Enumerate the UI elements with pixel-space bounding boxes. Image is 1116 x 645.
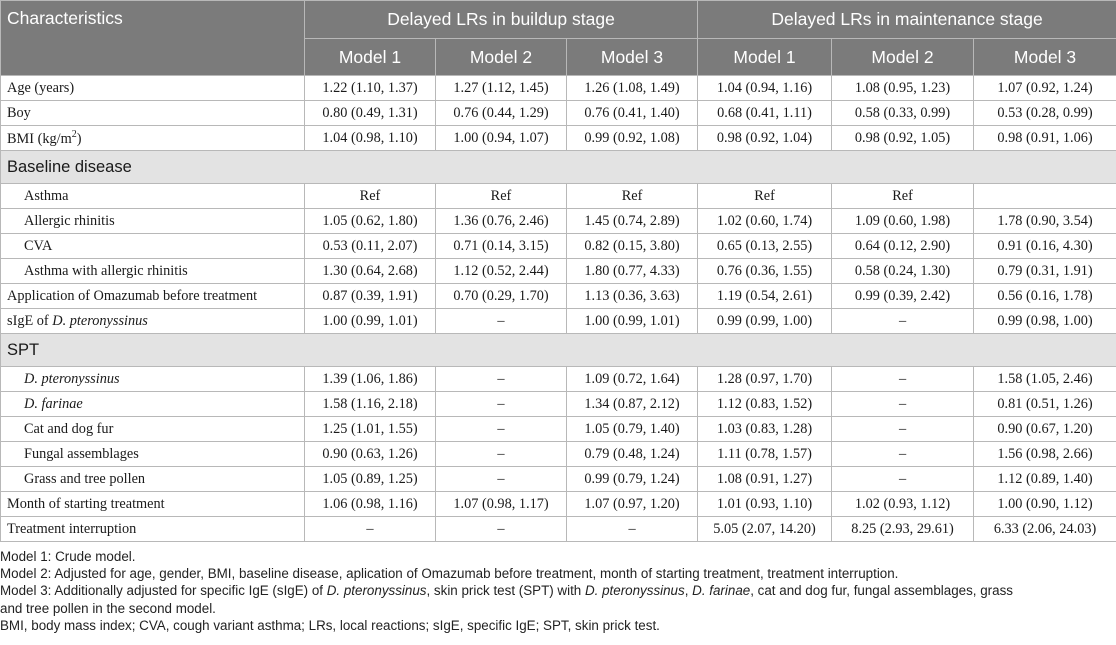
table-cell: 0.68 (0.41, 1.11) (698, 101, 832, 126)
table-cell: Ref (698, 184, 832, 209)
table-row (1, 184, 1116, 209)
header-model: Model 2 (832, 39, 974, 76)
table-cell: 1.04 (0.94, 1.16) (698, 76, 832, 101)
table-cell: 0.91 (0.16, 4.30) (974, 234, 1116, 259)
table-cell: 0.87 (0.39, 1.91) (305, 284, 436, 309)
header-model: Model 1 (305, 39, 436, 76)
row-label: Cat and dog fur (1, 417, 305, 442)
section-label: SPT (1, 334, 1116, 367)
table-cell: 8.25 (2.93, 29.61) (832, 517, 974, 542)
footnote-italic: D. pteronyssinus (326, 583, 427, 599)
table-cell: 1.26 (1.08, 1.49) (567, 76, 698, 101)
table-row (1, 76, 1116, 101)
row-label (1, 392, 305, 417)
row-label-text: sIgE of (7, 312, 53, 329)
table-cell: 1.08 (0.95, 1.23) (832, 76, 974, 101)
section-row (1, 334, 1116, 367)
table-cell: 1.03 (0.83, 1.28) (698, 417, 832, 442)
table-cell: 0.65 (0.13, 2.55) (698, 234, 832, 259)
table-cell (974, 184, 1116, 209)
table-cell: Ref (305, 184, 436, 209)
table-cell: – (436, 417, 567, 442)
table-cell: 0.90 (0.63, 1.26) (305, 442, 436, 467)
footnote-italic: D. farinae (692, 583, 751, 599)
row-label: Month of starting treatment (1, 492, 305, 517)
table-cell: – (832, 442, 974, 467)
table-cell: 1.00 (0.90, 1.12) (974, 492, 1116, 517)
table-cell: 1.09 (0.72, 1.64) (567, 367, 698, 392)
table-footnotes (0, 542, 1116, 634)
footnote-model-3-cont: and tree pollen in the second model. (0, 600, 216, 616)
row-label: Asthma (1, 184, 305, 209)
table-cell: 1.05 (0.62, 1.80) (305, 209, 436, 234)
row-label: Application of Omazumab before treatment (1, 284, 305, 309)
table-cell: 1.27 (1.12, 1.45) (436, 76, 567, 101)
footnote-text: , (684, 583, 693, 599)
table-cell: 1.45 (0.74, 2.89) (567, 209, 698, 234)
table-cell: 1.22 (1.10, 1.37) (305, 76, 436, 101)
header-model: Model 3 (974, 39, 1116, 76)
row-label: Boy (1, 101, 305, 126)
table-cell: 0.56 (0.16, 1.78) (974, 284, 1116, 309)
table-cell: 0.79 (0.31, 1.91) (974, 259, 1116, 284)
table-cell: 1.04 (0.98, 1.10) (305, 126, 436, 151)
section-label: Baseline disease (1, 151, 1116, 184)
table-cell: – (436, 467, 567, 492)
table-cell: – (305, 517, 436, 542)
table-cell: 0.76 (0.41, 1.40) (567, 101, 698, 126)
table-cell: 0.58 (0.24, 1.30) (832, 259, 974, 284)
row-label: Grass and tree pollen (1, 467, 305, 492)
table-cell: 1.58 (1.05, 2.46) (974, 367, 1116, 392)
table-cell: 1.00 (0.99, 1.01) (567, 309, 698, 334)
table-cell: 1.11 (0.78, 1.57) (698, 442, 832, 467)
table-cell: – (567, 517, 698, 542)
table-cell: 1.30 (0.64, 2.68) (305, 259, 436, 284)
row-label (1, 309, 305, 334)
table-cell: – (832, 367, 974, 392)
row-label: Age (years) (1, 76, 305, 101)
row-label-italic: D. pteronyssinus (52, 312, 148, 329)
footnote-model-3 (0, 582, 1116, 599)
table-cell: 1.07 (0.97, 1.20) (567, 492, 698, 517)
row-label (1, 367, 305, 392)
table-row (1, 467, 1116, 492)
table-cell: 0.64 (0.12, 2.90) (832, 234, 974, 259)
header-model: Model 1 (698, 39, 832, 76)
table-cell: Ref (567, 184, 698, 209)
table-row (1, 309, 1116, 334)
table-cell: – (832, 309, 974, 334)
table-row (1, 367, 1116, 392)
table-cell: – (832, 417, 974, 442)
header-characteristics: Characteristics (1, 1, 305, 76)
table-row (1, 259, 1116, 284)
table-cell: 1.78 (0.90, 3.54) (974, 209, 1116, 234)
footnote-text: , skin prick test (SPT) with (426, 583, 585, 599)
table-row (1, 517, 1116, 542)
table-cell: 0.70 (0.29, 1.70) (436, 284, 567, 309)
table-cell: 0.99 (0.99, 1.00) (698, 309, 832, 334)
section-row (1, 151, 1116, 184)
table-cell: 1.56 (0.98, 2.66) (974, 442, 1116, 467)
table-cell: – (436, 517, 567, 542)
table-cell: – (436, 392, 567, 417)
table-cell: 1.12 (0.52, 2.44) (436, 259, 567, 284)
table-row (1, 417, 1116, 442)
table-cell: 1.13 (0.36, 3.63) (567, 284, 698, 309)
table-header (1, 1, 1116, 76)
table-row (1, 234, 1116, 259)
row-label-superscript: 2 (71, 128, 77, 140)
table-cell: 1.02 (0.93, 1.12) (832, 492, 974, 517)
table-row (1, 492, 1116, 517)
header-model: Model 2 (436, 39, 567, 76)
row-label: Treatment interruption (1, 517, 305, 542)
row-label-italic: D. farinae (24, 395, 83, 412)
footnote-italic: D. pteronyssinus (584, 583, 685, 599)
table-cell: Ref (436, 184, 567, 209)
table-cell: 1.05 (0.89, 1.25) (305, 467, 436, 492)
table-cell: 0.82 (0.15, 3.80) (567, 234, 698, 259)
row-label-text: BMI (kg/m (7, 130, 72, 147)
row-label-text: ) (76, 130, 82, 147)
table-cell: 0.53 (0.11, 2.07) (305, 234, 436, 259)
table-cell: 1.80 (0.77, 4.33) (567, 259, 698, 284)
table-cell: 1.25 (1.01, 1.55) (305, 417, 436, 442)
table-cell: 5.05 (2.07, 14.20) (698, 517, 832, 542)
table-cell: 1.28 (0.97, 1.70) (698, 367, 832, 392)
footnote-model-2: Model 2: Adjusted for age, gender, BMI, baseline disease, aplication of Omazumab before treatment, month of starting treatment, treatment interruption. (0, 566, 899, 582)
row-label: Fungal assemblages (1, 442, 305, 467)
table-cell: 0.99 (0.39, 2.42) (832, 284, 974, 309)
footnote-text: , cat and dog fur, fungal assemblages, grass (750, 583, 1013, 599)
footnote-text: Model 3: Additionally adjusted for specific IgE (sIgE) of (0, 583, 327, 599)
header-model: Model 3 (567, 39, 698, 76)
table-cell: – (436, 367, 567, 392)
table-cell: 0.71 (0.14, 3.15) (436, 234, 567, 259)
table-cell: 1.34 (0.87, 2.12) (567, 392, 698, 417)
row-label: Asthma with allergic rhinitis (1, 259, 305, 284)
table-cell: 0.99 (0.92, 1.08) (567, 126, 698, 151)
row-label: CVA (1, 234, 305, 259)
table-body (1, 76, 1116, 542)
table-cell: 1.12 (0.83, 1.52) (698, 392, 832, 417)
table-cell: 1.00 (0.94, 1.07) (436, 126, 567, 151)
table-cell: 1.09 (0.60, 1.98) (832, 209, 974, 234)
table-cell: 1.02 (0.60, 1.74) (698, 209, 832, 234)
table-cell: 1.06 (0.98, 1.16) (305, 492, 436, 517)
table-row (1, 392, 1116, 417)
table-cell: 1.58 (1.16, 2.18) (305, 392, 436, 417)
footnote-abbreviations: BMI, body mass index; CVA, cough variant asthma; LRs, local reactions; sIgE, specific IgE; SPT, skin prick test. (0, 617, 660, 633)
table-row (1, 442, 1116, 467)
table-cell: 6.33 (2.06, 24.03) (974, 517, 1116, 542)
row-label: Allergic rhinitis (1, 209, 305, 234)
table-cell: 1.05 (0.79, 1.40) (567, 417, 698, 442)
table-cell: 0.98 (0.91, 1.06) (974, 126, 1116, 151)
table-cell: – (832, 392, 974, 417)
row-label-italic: D. pteronyssinus (24, 370, 120, 387)
table-cell: 1.00 (0.99, 1.01) (305, 309, 436, 334)
table-cell: 0.58 (0.33, 0.99) (832, 101, 974, 126)
table-cell: 0.79 (0.48, 1.24) (567, 442, 698, 467)
table-cell: 1.12 (0.89, 1.40) (974, 467, 1116, 492)
table-cell: 0.99 (0.98, 1.00) (974, 309, 1116, 334)
table-row (1, 284, 1116, 309)
table-cell: 0.90 (0.67, 1.20) (974, 417, 1116, 442)
table-cell: 0.99 (0.79, 1.24) (567, 467, 698, 492)
table-cell: 1.07 (0.98, 1.17) (436, 492, 567, 517)
table-cell: 1.39 (1.06, 1.86) (305, 367, 436, 392)
table-cell: 1.01 (0.93, 1.10) (698, 492, 832, 517)
table-cell: 1.36 (0.76, 2.46) (436, 209, 567, 234)
table-cell: 1.19 (0.54, 2.61) (698, 284, 832, 309)
table-cell: – (436, 309, 567, 334)
table-cell: 0.76 (0.36, 1.55) (698, 259, 832, 284)
table-cell: 0.81 (0.51, 1.26) (974, 392, 1116, 417)
footnote-model-1: Model 1: Crude model. (0, 549, 136, 564)
table-cell: – (436, 442, 567, 467)
table-cell: 0.53 (0.28, 0.99) (974, 101, 1116, 126)
table-cell: 1.08 (0.91, 1.27) (698, 467, 832, 492)
row-label (1, 126, 305, 151)
table-cell: 1.07 (0.92, 1.24) (974, 76, 1116, 101)
table-cell: 0.76 (0.44, 1.29) (436, 101, 567, 126)
header-group-maintenance: Delayed LRs in maintenance stage (698, 1, 1116, 39)
table-cell: 0.98 (0.92, 1.04) (698, 126, 832, 151)
table-row (1, 126, 1116, 151)
header-group-buildup: Delayed LRs in buildup stage (305, 1, 698, 39)
table-cell: – (832, 467, 974, 492)
table-cell: Ref (832, 184, 974, 209)
table-cell: 0.98 (0.92, 1.05) (832, 126, 974, 151)
table-cell: 0.80 (0.49, 1.31) (305, 101, 436, 126)
table-row (1, 101, 1116, 126)
table-row (1, 209, 1116, 234)
